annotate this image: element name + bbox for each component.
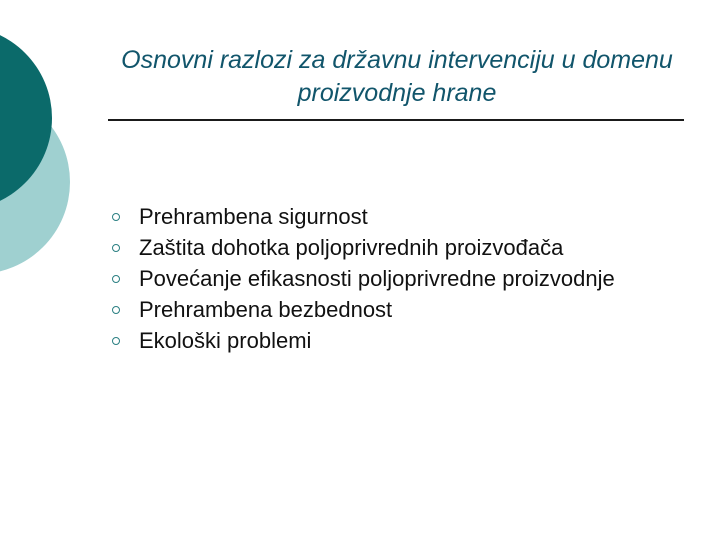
- bullet-text: Prehrambena bezbednost: [139, 297, 393, 322]
- bullet-item: [110, 263, 710, 294]
- bullet-circle-icon: [112, 244, 120, 252]
- bullet-text: Ekološki problemi: [139, 328, 312, 353]
- bullet-circle-icon: [112, 306, 120, 314]
- decorative-circles: [0, 0, 120, 300]
- bullet-item: [110, 232, 710, 263]
- bullet-text: Zaštita dohotka poljoprivrednih proizvođača: [139, 235, 564, 260]
- bullet-item: [110, 201, 710, 232]
- title-divider: [108, 119, 684, 121]
- bullet-circle-icon: [112, 213, 120, 221]
- slide-title: Osnovni razlozi za državnu intervenciju u domenu proizvodnje hrane: [121, 46, 673, 107]
- bullet-circle-icon: [112, 275, 120, 283]
- bullet-item: [110, 325, 710, 356]
- bullet-item: [110, 294, 710, 325]
- bullet-circle-icon: [112, 337, 120, 345]
- bullet-text: Prehrambena sigurnost: [139, 204, 368, 229]
- bullet-text: Povećanje efikasnosti poljoprivredne proizvodnje: [139, 266, 615, 291]
- bullet-list: [110, 201, 710, 356]
